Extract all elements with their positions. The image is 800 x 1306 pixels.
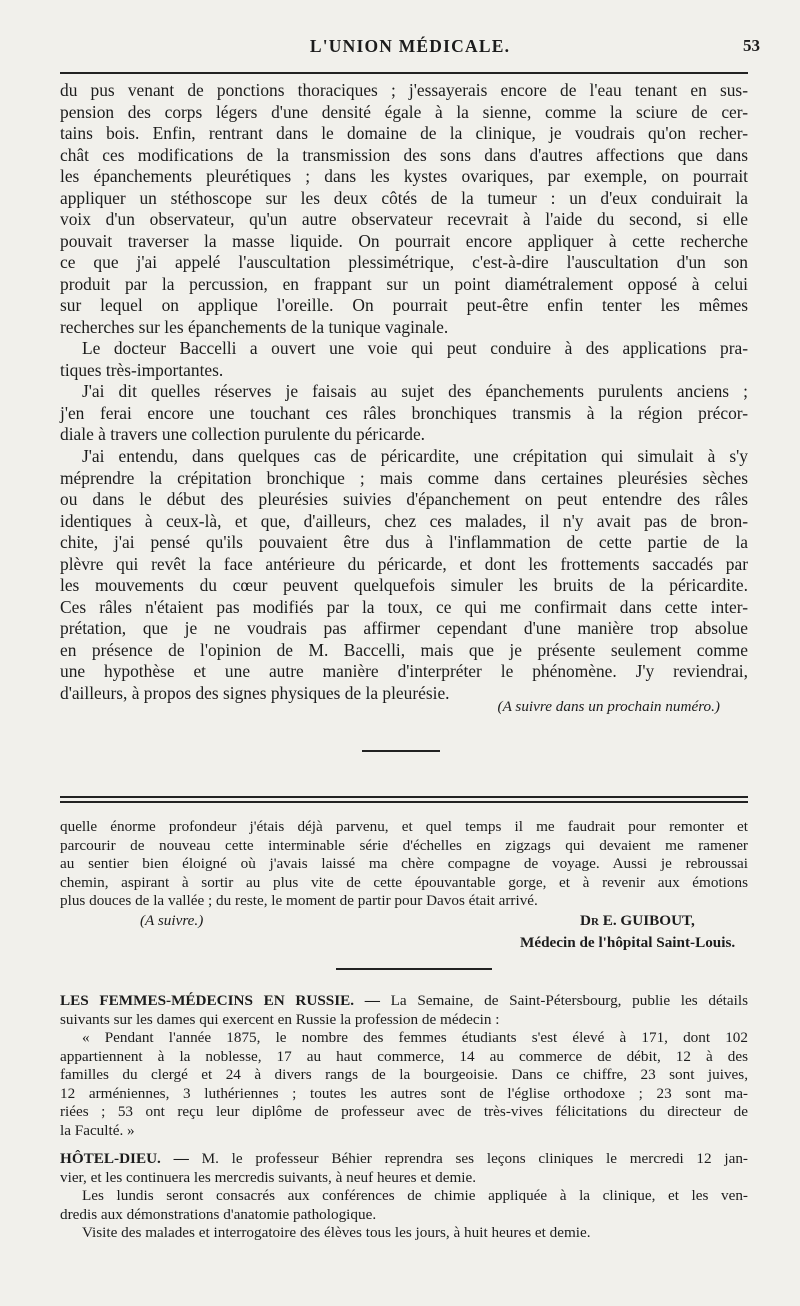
text-line: Ces râles n'étaient pas modifiés par la toux, ce qui me confirmait dans cette inter- — [60, 596, 748, 617]
text-line: voix d'un observateur, qu'un autre observateur recevrait à l'aide du second, si elle — [60, 209, 748, 229]
text-line: riées ; 53 ont reçu leur diplôme de professeur avec de très-vives félicitations du directeur de — [60, 1103, 748, 1120]
section-double-rule-top — [60, 796, 748, 798]
article-1-paragraph-2 — [60, 338, 748, 381]
text-line: j'en ferai encore une touchant ces râles bronchiques transmis à la région précor- — [60, 402, 748, 423]
text-line: dredis aux démonstrations d'anatomie pathologique. — [60, 1205, 377, 1223]
article-1-paragraph-3 — [60, 381, 748, 446]
text-line: J'ai dit quelles réserves je faisais au sujet des épanchements purulents anciens ; — [82, 381, 748, 401]
text-line: une hypothèse et une autre manière d'interpréter le phénomène. J'y reviendrai, — [60, 661, 748, 681]
text-line: du pus venant de ponctions thoraciques ; j'essayerais encore de l'eau tenant en sus- — [60, 80, 748, 100]
header-rule — [60, 72, 748, 74]
text-line: tiques très-importantes. — [60, 359, 224, 380]
text-line: tains bois. Enfin, rentrant dans le domaine de la clinique, je voudrais qu'on recher- — [60, 123, 748, 143]
page-number: 53 — [743, 36, 760, 55]
article-1-paragraph-1 — [60, 80, 748, 338]
text-line: sur lequel on applique l'oreille. On pourrait peut-être enfin tenter les mêmes — [60, 295, 748, 315]
text-line: diale à travers une collection purulente du péricarde. — [60, 424, 426, 444]
text-line: appliquer un stéthoscope sur les deux côtés de la tumeur : un d'eux conduirait la — [60, 187, 748, 208]
text-line: familles du clergé et 24 à divers rangs de la bourgeoisie. Dans ce chiffre, 23 sont juives, — [60, 1066, 748, 1083]
text-line: parcourir de nouveau cette interminable série d'échelles en zigzags qui devaient me ramener — [60, 836, 748, 854]
text-line: les épanchements pleurétiques ; dans les kystes ovariques, par exemple, on pourrait — [60, 166, 748, 186]
text-line: pouvait traverser la masse liquide. On pourrait encore appliquer à cette recherche — [60, 230, 748, 251]
text-line: chât ces modifications de la transmission des sons dans d'autres affections que dans — [60, 144, 748, 165]
text-line: quelle énorme profondeur j'étais déjà parvenu, et quel temps il me faudrait pour remonter et — [60, 818, 748, 835]
journal-title: L'UNION MÉDICALE. — [309, 36, 511, 56]
text-line: ou dans le début des pleurésies suivies d'épanchement on peut entendre des râles — [60, 489, 748, 509]
text-line: la Faculté. » — [60, 1121, 135, 1139]
text-line: méprendre la crépitation bronchique ; mais comme dans certaines pleurésies sèches — [60, 467, 748, 488]
text-line: en présence de l'opinion de M. Baccelli, mais que je présente seulement comme — [60, 639, 748, 660]
section-double-rule-bottom — [60, 801, 748, 803]
news-heading: LES FEMMES-MÉDECINS EN RUSSIE. — — [60, 992, 380, 1009]
text-line: « Pendant l'année 1875, le nombre des femmes étudiants s'est élevé à 171, dont 102 — [82, 1029, 748, 1046]
text-line: prétation, que je ne voudrais pas affirmer cependant d'une manière trop absolue — [60, 618, 748, 638]
text-line — [60, 992, 748, 1011]
text-line-part: La Semaine, de Saint-Pétersbourg, publie les détails — [390, 992, 748, 1009]
text-line: recherches sur les épanchements de la tunique vaginale. — [60, 316, 449, 337]
article-1-paragraph-4 — [60, 446, 748, 704]
short-separator — [362, 750, 440, 752]
text-line: vier, et les continuera les mercredis suivants, à neuf heures et demie. — [60, 1168, 477, 1186]
text-line: Les lundis seront consacrés aux conférences de chimie appliquée à la clinique, et les ven- — [82, 1187, 748, 1204]
text-line: appartiennent à la noblesse, 17 au haut commerce, 14 au commerce de débit, 12 à des — [60, 1047, 748, 1065]
text-line: Le docteur Baccelli a ouvert une voie qui peut conduire à des applications pra- — [82, 338, 748, 358]
text-line: suivants sur les dames qui exercent en Russie la profession de médecin : — [60, 1010, 500, 1028]
news-heading: HÔTEL-DIEU. — — [60, 1150, 189, 1167]
to-be-continued: (A suivre.) — [140, 912, 204, 929]
text-line: pension des corps légers d'une densité égale à la sienne, comme la sciure de cer- — [60, 101, 748, 122]
text-line-part: M. le professeur Béhier reprendra ses leçons cliniques le mercredi 12 jan- — [201, 1150, 748, 1167]
text-line: J'ai entendu, dans quelques cas de péricardite, une crépitation qui simulait à s'y — [82, 446, 748, 466]
page-header — [60, 34, 760, 60]
text-line: identiques à ceux-là, et que, d'ailleurs, chez ces malades, il n'y avait pas de bron- — [60, 510, 748, 531]
author-name: Dr E. GUIBOUT, — [580, 912, 695, 929]
continuation-note: (A suivre dans un prochain numéro.) — [497, 698, 720, 715]
text-line: les mouvements du cœur peuvent quelquefois simuler les bruits de la péricardite. — [60, 575, 748, 595]
text-line: ce que j'ai appelé l'auscultation plessimétrique, c'est-à-dire l'auscultation d'un son — [60, 252, 748, 272]
text-line: plus douces de la vallée ; du reste, le moment de partir pour Davos était arrivé. — [60, 892, 538, 909]
short-separator — [336, 968, 492, 970]
text-line: produit par la percussion, en frappant sur un point diamétralement opposé à celui — [60, 273, 748, 294]
article-2-text — [60, 818, 748, 911]
text-line: 12 arméniennes, 3 luthériennes ; toutes les autres sont de l'église orthodoxe ; 23 sont ma- — [60, 1084, 748, 1102]
text-line: chite, j'ai pensé qu'ils pouvaient être dus à l'inflammation de cette partie de la — [60, 532, 748, 552]
news-hotel-dieu — [60, 1150, 748, 1243]
news-women-doctors — [60, 992, 748, 1140]
text-line: au sentier bien éloigné où j'avais laissé ma chère compagne de voyage. Aussi je rebroussai — [60, 855, 748, 872]
text-line: plèvre qui revêt la face antérieure du péricarde, et dont les frottements saccadés par — [60, 553, 748, 574]
text-line: d'ailleurs, à propos des signes physiques de la pleurésie. — [60, 682, 450, 703]
author-affiliation: Médecin de l'hôpital Saint-Louis. — [520, 934, 736, 951]
text-line: Visite des malades et interrogatoire des élèves tous les jours, à huit heures et demie. — [82, 1224, 591, 1241]
text-line: chemin, aspirant à sortir au plus vite de cette épouvantable gorge, et à revenir aux émotions — [60, 873, 748, 891]
text-line — [60, 1150, 748, 1169]
